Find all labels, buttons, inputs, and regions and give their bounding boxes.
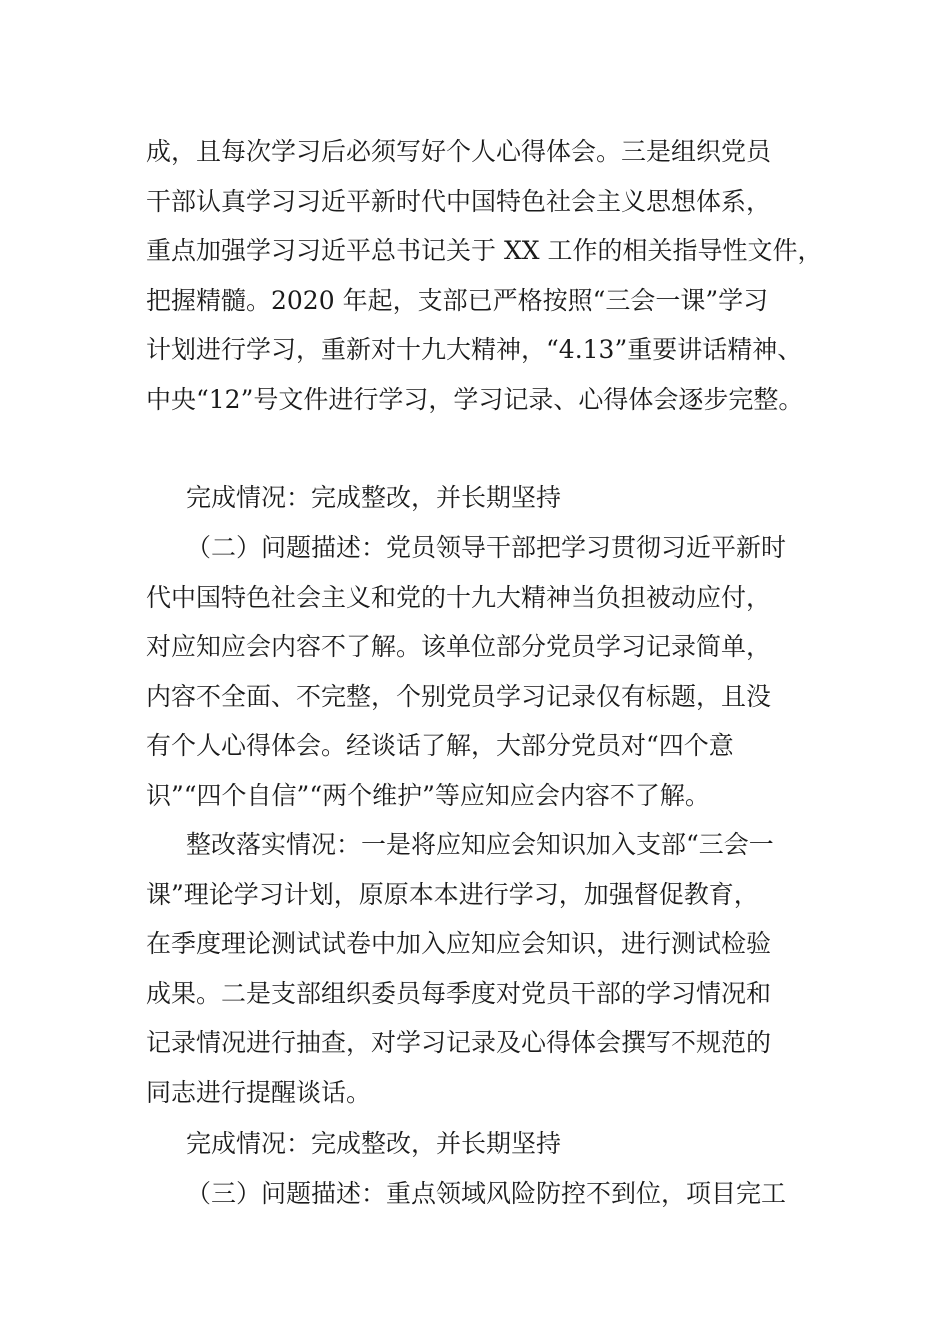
text-line: 内容不全面、不完整，个别党员学习记录仅有标题，且没	[146, 682, 772, 711]
text-line: 把握精髓。2020 年起，支部已严格按照“三会一课”学习	[146, 286, 769, 315]
text-line: 代中国特色社会主义和党的十九大精神当负担被动应付，	[146, 583, 772, 612]
text-line: 同志进行提醒谈话。	[146, 1078, 372, 1107]
text-line: 中央“12”号文件进行学习，学习记录、心得体会逐步完整。	[146, 385, 804, 414]
text-line: 重点加强学习习近平总书记关于 XX 工作的相关指导性文件，	[146, 236, 823, 265]
text-line: 成果。二是支部组织委员每季度对党员干部的学习情况和	[146, 979, 772, 1008]
text-line: 课”理论学习计划，原原本本进行学习，加强督促教育，	[146, 880, 759, 909]
text-line: 有个人心得体会。经谈话了解，大部分党员对“四个意	[146, 731, 734, 760]
text-line: 识”“四个自信”“两个维护”等应知应会内容不了解。	[146, 781, 710, 810]
text-line: 对应知应会内容不了解。该单位部分党员学习记录简单，	[146, 632, 772, 661]
text-line: 成，且每次学习后必须写好个人心得体会。三是组织党员	[146, 137, 772, 166]
text-line: （三）问题描述：重点领域风险防控不到位，项目完工	[186, 1179, 787, 1208]
text-line: 干部认真学习习近平新时代中国特色社会主义思想体系，	[146, 187, 772, 216]
text-line: （二）问题描述：党员领导干部把学习贯彻习近平新时	[186, 533, 787, 562]
text-line: 完成情况：完成整改，并长期坚持	[186, 1129, 562, 1158]
text-line: 在季度理论测试试卷中加入应知应会知识，进行测试检验	[146, 929, 772, 958]
text-line: 记录情况进行抽查，对学习记录及心得体会撰写不规范的	[146, 1028, 772, 1057]
text-line: 计划进行学习，重新对十九大精神，“4.13”重要讲话精神、	[146, 335, 803, 364]
text-line: 完成情况：完成整改，并长期坚持	[186, 483, 562, 512]
text-line: 整改落实情况：一是将应知应会知识加入支部“三会一	[186, 830, 774, 859]
